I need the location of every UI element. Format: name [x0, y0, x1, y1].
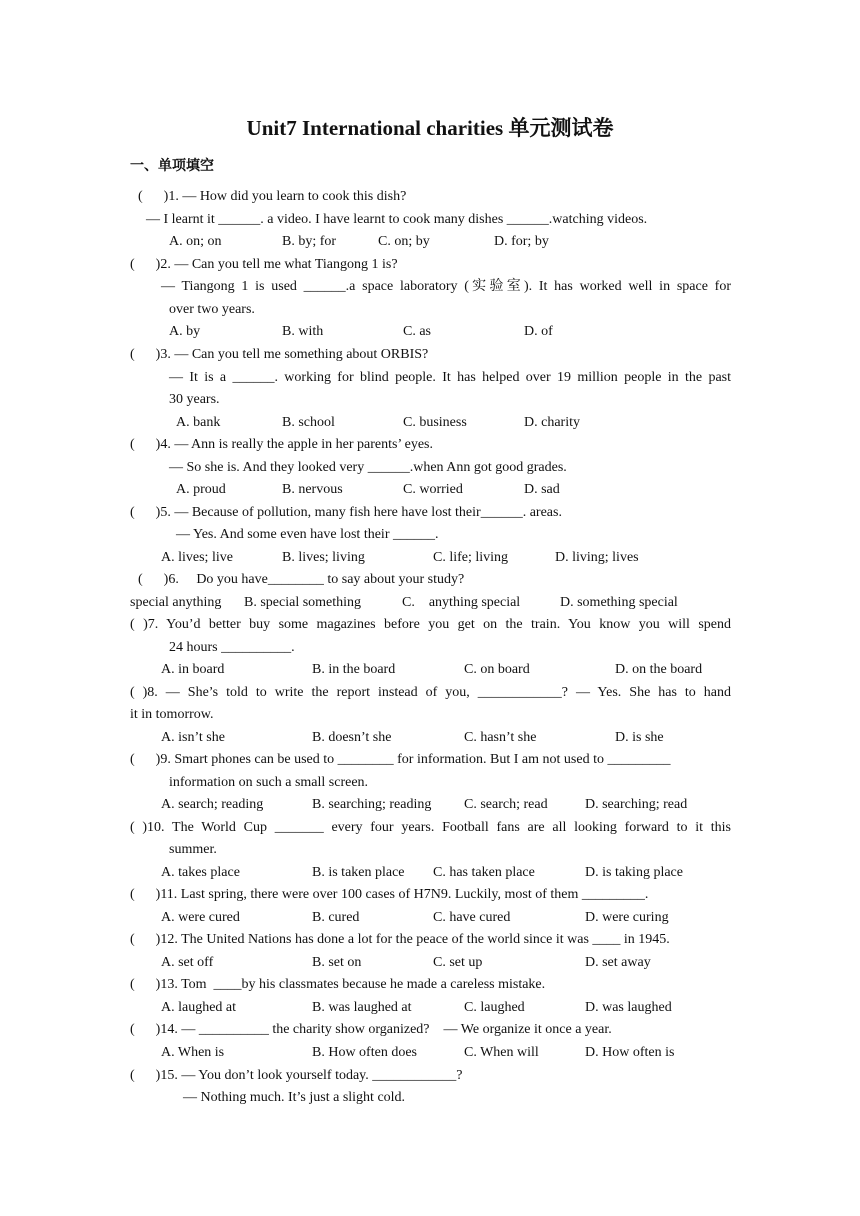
question-2-line-3: over two years.	[169, 302, 255, 317]
question-11-option-d: D. were curing	[585, 910, 669, 925]
question-12-option-a: A. set off	[161, 955, 214, 970]
question-3-line-2: — It is a ______. working for blind people. It has helped over 19 million people in the past	[169, 370, 731, 385]
question-8-option-a: A. isn’t she	[161, 730, 225, 745]
question-8-option-b: B. doesn’t she	[312, 730, 392, 745]
question-5-option-a: A. lives; live	[161, 550, 233, 565]
question-3-option-b: B. school	[282, 415, 335, 430]
question-9-option-c: C. search; read	[464, 797, 548, 812]
question-12-option-d: D. set away	[585, 955, 651, 970]
question-2-line-2: — Tiangong 1 is used ______.a space laboratory (实验室). It has worked well in space for	[161, 279, 731, 294]
question-1-option-c: C. on; by	[378, 234, 430, 249]
question-6-option-c: C. anything special	[402, 595, 521, 610]
question-12-line-1: ( )12. The United Nations has done a lot for the peace of the world since it was ____ in 1945.	[130, 932, 670, 947]
question-9-line-1: ( )9. Smart phones can be used to ________ for information. But I am not used to _________	[130, 752, 671, 767]
question-5-option-c: C. life; living	[433, 550, 509, 565]
question-3-line-3: 30 years.	[169, 392, 220, 407]
question-9-option-d: D. searching; read	[585, 797, 688, 812]
question-8-option-d: D. is she	[615, 730, 664, 745]
question-7-option-d: D. on the board	[615, 662, 703, 677]
question-6-option-b: B. special something	[244, 595, 362, 610]
question-15-line-1: ( )15. — You don’t look yourself today. ____________?	[130, 1068, 463, 1083]
question-11-option-a: A. were cured	[161, 910, 240, 925]
question-13-option-b: B. was laughed at	[312, 1000, 412, 1015]
question-10-option-b: B. is taken place	[312, 865, 405, 880]
question-7-line-1: ( )7. You’d better buy some magazines before you get on the train. You know you will spend	[130, 617, 731, 632]
question-6-line-1: ( )6. Do you have________ to say about your study?	[138, 572, 465, 587]
question-2-option-a: A. by	[169, 324, 201, 339]
question-14-option-a: A. When is	[161, 1045, 225, 1060]
question-13-line-1: ( )13. Tom ____by his classmates because he made a careless mistake.	[130, 977, 546, 992]
question-1-option-d: D. for; by	[494, 234, 549, 249]
question-4-option-d: D. sad	[524, 482, 560, 497]
question-2-option-c: C. as	[403, 324, 431, 339]
question-7-option-b: B. in the board	[312, 662, 396, 677]
question-11-option-b: B. cured	[312, 910, 360, 925]
question-8-option-c: C. hasn’t she	[464, 730, 537, 745]
question-14-option-b: B. How often does	[312, 1045, 417, 1060]
question-7-option-c: C. on board	[464, 662, 530, 677]
question-10-option-a: A. takes place	[161, 865, 240, 880]
question-10-option-c: C. has taken place	[433, 865, 535, 880]
question-5-line-1: ( )5. — Because of pollution, many fish here have lost their______. areas.	[130, 505, 562, 520]
question-2-option-d: D. of	[524, 324, 553, 339]
question-9-option-b: B. searching; reading	[312, 797, 432, 812]
question-13-option-a: A. laughed at	[161, 1000, 237, 1015]
question-12-option-c: C. set up	[433, 955, 483, 970]
question-7-line-2: 24 hours __________.	[169, 640, 295, 655]
question-6-option-d: D. something special	[560, 595, 678, 610]
question-1-line-1: ( )1. — How did you learn to cook this dish?	[138, 189, 407, 204]
question-11-line-1: ( )11. Last spring, there were over 100 cases of H7N9. Luckily, most of them _________.	[130, 887, 649, 902]
question-14-line-1: ( )14. — __________ the charity show organized? — We organize it once a year.	[130, 1022, 612, 1037]
question-5-option-d: D. living; lives	[555, 550, 639, 565]
question-12-option-b: B. set on	[312, 955, 362, 970]
question-9-line-2: information on such a small screen.	[169, 775, 369, 790]
question-10-line-2: summer.	[169, 842, 217, 857]
question-5-option-b: B. lives; living	[282, 550, 365, 565]
question-3-option-d: D. charity	[524, 415, 580, 430]
question-13-option-c: C. laughed	[464, 1000, 525, 1015]
section-heading: 一、单项填空	[130, 158, 214, 174]
question-15-line-2: — Nothing much. It’s just a slight cold.	[183, 1090, 406, 1105]
question-7-option-a: A. in board	[161, 662, 225, 677]
question-1-option-a: A. on; on	[169, 234, 222, 249]
question-8-line-2: it in tomorrow.	[130, 707, 214, 722]
question-2-line-1: ( )2. — Can you tell me what Tiangong 1 is?	[130, 257, 398, 272]
question-4-option-b: B. nervous	[282, 482, 343, 497]
question-11-option-c: C. have cured	[433, 910, 511, 925]
question-4-option-a: A. proud	[176, 482, 226, 497]
question-4-option-c: C. worried	[403, 482, 463, 497]
question-3-option-a: A. bank	[176, 415, 221, 430]
question-14-option-d: D. How often is	[585, 1045, 675, 1060]
question-1-line-2: — I learnt it ______. a video. I have learnt to cook many dishes ______.watching videos.	[146, 212, 648, 227]
question-8-line-1: ( )8. — She’s told to write the report instead of you, ____________? — Yes. She has to hand	[130, 685, 731, 700]
page-title: Unit7 International charities 单元测试卷	[246, 116, 614, 140]
question-5-line-2: — Yes. And some even have lost their ______.	[176, 527, 439, 542]
question-4-line-1: ( )4. — Ann is really the apple in her parents’ eyes.	[130, 437, 433, 452]
question-3-option-c: C. business	[403, 415, 467, 430]
question-13-option-d: D. was laughed	[585, 1000, 672, 1015]
question-9-option-a: A. search; reading	[161, 797, 264, 812]
question-3-line-1: ( )3. — Can you tell me something about ORBIS?	[130, 347, 429, 362]
question-14-option-c: C. When will	[464, 1045, 539, 1060]
question-10-line-1: ( )10. The World Cup _______ every four years. Football fans are all looking forward to it this	[130, 820, 731, 835]
question-2-option-b: B. with	[282, 324, 324, 339]
question-1-option-b: B. by; for	[282, 234, 337, 249]
question-4-line-2: — So she is. And they looked very ______.when Ann got good grades.	[169, 460, 567, 475]
question-6-option-a: special anything	[130, 595, 222, 610]
question-10-option-d: D. is taking place	[585, 865, 683, 880]
